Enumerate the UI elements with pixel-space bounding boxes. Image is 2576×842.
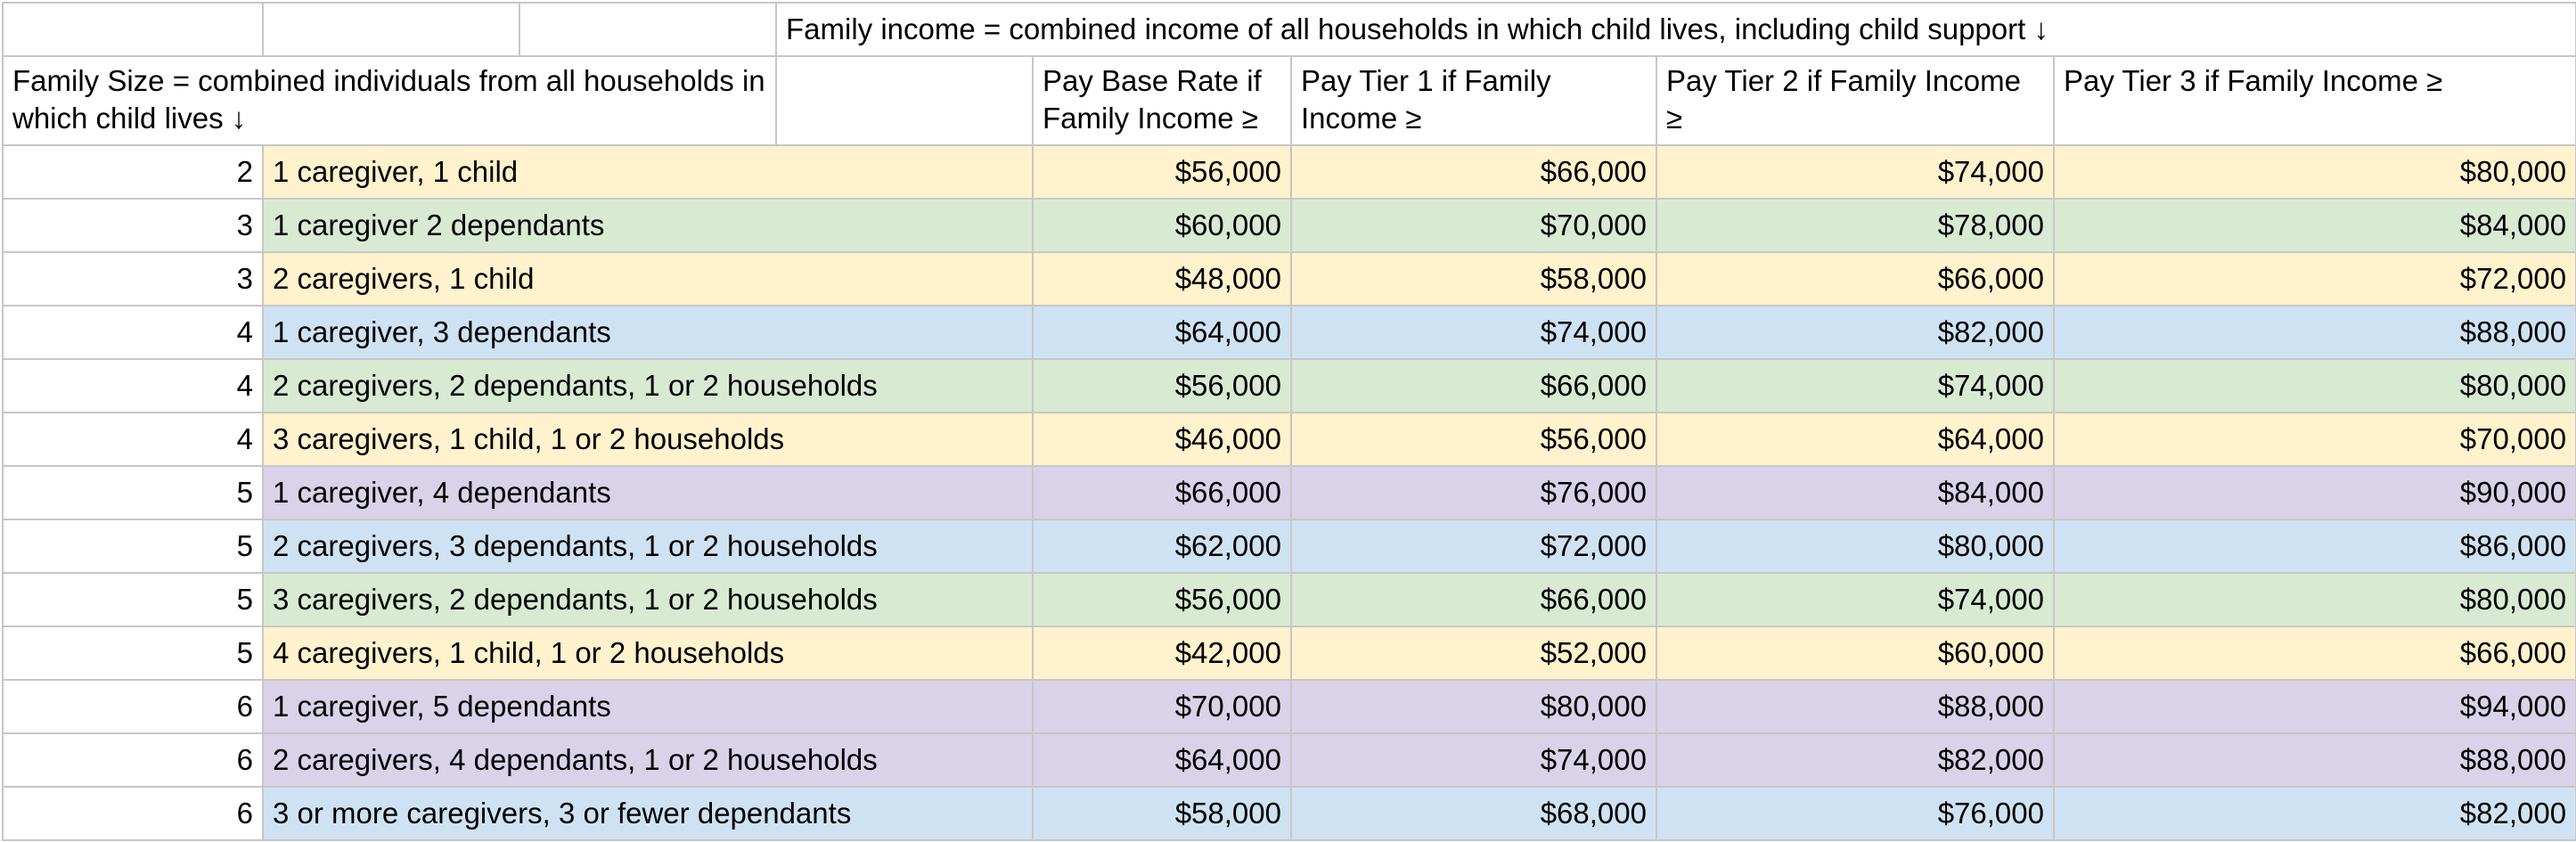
tier1-cell[interactable]: $66,000 — [1291, 573, 1656, 626]
base-rate-cell[interactable]: $66,000 — [1033, 466, 1291, 519]
tier1-cell[interactable]: $76,000 — [1291, 466, 1656, 519]
family-size-cell[interactable]: 2 — [3, 145, 263, 199]
cell-empty-a1[interactable] — [3, 3, 263, 56]
tier2-cell[interactable]: $88,000 — [1656, 680, 2054, 733]
tier2-cell[interactable]: $66,000 — [1656, 252, 2054, 306]
header-row — [3, 56, 2576, 145]
household-description-cell[interactable]: 3 caregivers, 1 child, 1 or 2 households — [263, 413, 1033, 466]
tier1-cell[interactable]: $70,000 — [1291, 199, 1656, 252]
table-row — [3, 306, 2576, 359]
tier2-cell[interactable]: $84,000 — [1656, 466, 2054, 519]
tier2-header[interactable]: Pay Tier 2 if Family Income ≥ — [1656, 56, 2054, 145]
table-row — [3, 466, 2576, 519]
cell-empty-d2[interactable] — [776, 56, 1033, 145]
tier3-cell[interactable]: $66,000 — [2054, 626, 2576, 680]
table-row — [3, 626, 2576, 680]
base-rate-cell[interactable]: $70,000 — [1033, 680, 1291, 733]
household-description-cell[interactable]: 3 or more caregivers, 3 or fewer dependants — [263, 787, 1033, 840]
cell-empty-c1[interactable] — [519, 3, 776, 56]
tier3-cell[interactable]: $70,000 — [2054, 413, 2576, 466]
table-row — [3, 680, 2576, 733]
tier3-cell[interactable]: $84,000 — [2054, 199, 2576, 252]
base-rate-cell[interactable]: $48,000 — [1033, 252, 1291, 306]
table-row — [3, 359, 2576, 413]
tier3-cell[interactable]: $88,000 — [2054, 733, 2576, 787]
base-rate-cell[interactable]: $56,000 — [1033, 359, 1291, 413]
family-size-cell[interactable]: 4 — [3, 413, 263, 466]
family-size-header[interactable]: Family Size = combined individuals from all households in which child lives ↓ — [3, 56, 776, 145]
tier2-cell[interactable]: $64,000 — [1656, 413, 2054, 466]
tier3-cell[interactable]: $86,000 — [2054, 519, 2576, 573]
family-size-cell[interactable]: 5 — [3, 519, 263, 573]
tier3-cell[interactable]: $80,000 — [2054, 573, 2576, 626]
base-rate-cell[interactable]: $60,000 — [1033, 199, 1291, 252]
family-income-title[interactable]: Family income = combined income of all households in which child lives, including child support ↓ — [776, 3, 2576, 56]
family-size-cell[interactable]: 3 — [3, 199, 263, 252]
household-description-cell[interactable]: 1 caregiver 2 dependants — [263, 199, 1033, 252]
tier1-cell[interactable]: $58,000 — [1291, 252, 1656, 306]
household-description-cell[interactable]: 2 caregivers, 3 dependants, 1 or 2 households — [263, 519, 1033, 573]
tier1-cell[interactable]: $74,000 — [1291, 306, 1656, 359]
family-size-cell[interactable]: 5 — [3, 626, 263, 680]
tier1-cell[interactable]: $68,000 — [1291, 787, 1656, 840]
title-row — [3, 3, 2576, 56]
tier3-header[interactable]: Pay Tier 3 if Family Income ≥ — [2054, 56, 2576, 145]
table-row — [3, 145, 2576, 199]
tier2-cell[interactable]: $60,000 — [1656, 626, 2054, 680]
family-size-cell[interactable]: 6 — [3, 787, 263, 840]
household-description-cell[interactable]: 2 caregivers, 4 dependants, 1 or 2 households — [263, 733, 1033, 787]
income-table — [2, 2, 2576, 841]
base-rate-cell[interactable]: $62,000 — [1033, 519, 1291, 573]
cell-empty-b1[interactable] — [263, 3, 519, 56]
family-size-cell[interactable]: 4 — [3, 359, 263, 413]
base-rate-cell[interactable]: $56,000 — [1033, 145, 1291, 199]
table-row — [3, 413, 2576, 466]
family-size-cell[interactable]: 5 — [3, 466, 263, 519]
tier1-cell[interactable]: $66,000 — [1291, 359, 1656, 413]
tier1-cell[interactable]: $66,000 — [1291, 145, 1656, 199]
household-description-cell[interactable]: 2 caregivers, 1 child — [263, 252, 1033, 306]
tier2-cell[interactable]: $74,000 — [1656, 145, 2054, 199]
tier2-cell[interactable]: $74,000 — [1656, 573, 2054, 626]
tier2-cell[interactable]: $76,000 — [1656, 787, 2054, 840]
family-size-cell[interactable]: 4 — [3, 306, 263, 359]
table-row — [3, 252, 2576, 306]
tier2-cell[interactable]: $78,000 — [1656, 199, 2054, 252]
tier2-cell[interactable]: $74,000 — [1656, 359, 2054, 413]
table-row — [3, 733, 2576, 787]
family-size-cell[interactable]: 3 — [3, 252, 263, 306]
tier2-cell[interactable]: $82,000 — [1656, 733, 2054, 787]
tier3-cell[interactable]: $94,000 — [2054, 680, 2576, 733]
household-description-cell[interactable]: 1 caregiver, 5 dependants — [263, 680, 1033, 733]
table-row — [3, 573, 2576, 626]
base-rate-header[interactable]: Pay Base Rate if Family Income ≥ — [1033, 56, 1291, 145]
base-rate-cell[interactable]: $64,000 — [1033, 306, 1291, 359]
base-rate-cell[interactable]: $56,000 — [1033, 573, 1291, 626]
table-row — [3, 199, 2576, 252]
tier2-cell[interactable]: $82,000 — [1656, 306, 2054, 359]
household-description-cell[interactable]: 1 caregiver, 4 dependants — [263, 466, 1033, 519]
tier3-cell[interactable]: $82,000 — [2054, 787, 2576, 840]
tier1-cell[interactable]: $56,000 — [1291, 413, 1656, 466]
tier3-cell[interactable]: $80,000 — [2054, 145, 2576, 199]
tier3-cell[interactable]: $88,000 — [2054, 306, 2576, 359]
tier1-cell[interactable]: $52,000 — [1291, 626, 1656, 680]
household-description-cell[interactable]: 4 caregivers, 1 child, 1 or 2 households — [263, 626, 1033, 680]
family-size-cell[interactable]: 6 — [3, 680, 263, 733]
tier1-cell[interactable]: $72,000 — [1291, 519, 1656, 573]
tier3-cell[interactable]: $72,000 — [2054, 252, 2576, 306]
base-rate-cell[interactable]: $46,000 — [1033, 413, 1291, 466]
tier1-cell[interactable]: $74,000 — [1291, 733, 1656, 787]
household-description-cell[interactable]: 1 caregiver, 3 dependants — [263, 306, 1033, 359]
tier1-cell[interactable]: $80,000 — [1291, 680, 1656, 733]
household-description-cell[interactable]: 3 caregivers, 2 dependants, 1 or 2 households — [263, 573, 1033, 626]
family-size-cell[interactable]: 5 — [3, 573, 263, 626]
table-row — [3, 787, 2576, 840]
tier3-cell[interactable]: $90,000 — [2054, 466, 2576, 519]
base-rate-cell[interactable]: $42,000 — [1033, 626, 1291, 680]
tier1-header[interactable]: Pay Tier 1 if Family Income ≥ — [1291, 56, 1656, 145]
table-row — [3, 519, 2576, 573]
household-description-cell[interactable]: 1 caregiver, 1 child — [263, 145, 1033, 199]
base-rate-cell[interactable]: $64,000 — [1033, 733, 1291, 787]
tier3-cell[interactable]: $80,000 — [2054, 359, 2576, 413]
tier2-cell[interactable]: $80,000 — [1656, 519, 2054, 573]
family-size-cell[interactable]: 6 — [3, 733, 263, 787]
household-description-cell[interactable]: 2 caregivers, 2 dependants, 1 or 2 households — [263, 359, 1033, 413]
base-rate-cell[interactable]: $58,000 — [1033, 787, 1291, 840]
